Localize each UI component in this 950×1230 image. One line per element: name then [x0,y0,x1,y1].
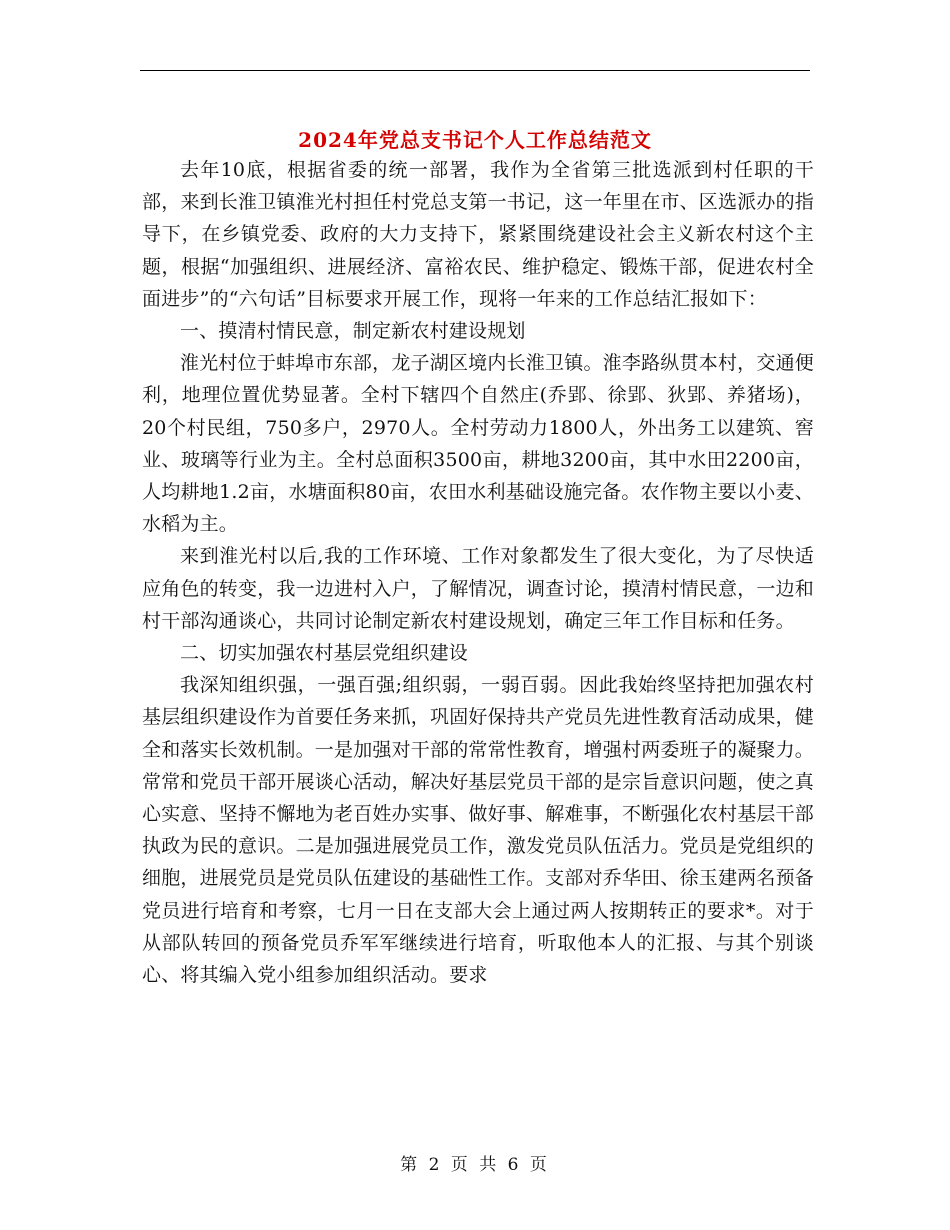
header-rule [140,70,810,71]
paragraph-village-overview: 淮光村位于蚌埠市东部，龙子湖区境内长淮卫镇。淮李路纵贯本村，交通便利，地理位置优势显著。全村下辖四个自然庄(乔郢、徐郢、狄郢、养猪场)，20个村民组，750多户，2970人。全村劳动力1800人，外出务工以建筑、窖业、玻璃等行业为主。全村总面积3500亩，耕地3200亩，其中水田2200亩，人均耕地1.2亩，水塘面积80亩，农田水利基础设施完备。农作物主要以小麦、水稻为主。 [142,352,814,536]
section-heading-2: 二、切实加强农村基层党组织建设 [180,642,469,665]
page-number-footer: 第 2 页 共 6 页 [400,1155,550,1175]
document-title: 2024年党总支书记个人工作总结范文 [298,128,652,153]
paragraph-party-building: 我深知组织强，一强百强;组织弱，一弱百弱。因此我始终坚持把加强农村基层组织建设作为首要任务来抓，巩固好保持共产党员先进性教育活动成果，健全和落实长效机制。一是加强对干部的常常性教育，增强村两委班子的凝聚力。常常和党员干部开展谈心活动，解决好基层党员干部的是宗旨意识问题，使之真心实意、坚持不懈地为老百姓办实事、做好事、解难事，不断强化农村基层干部执政为民的意识。二是加强进展党员工作，激发党员队伍活力。党员是党组织的细胞，进展党员是党员队伍建设的基础性工作。支部对乔华田、徐玉建两名预备党员进行培育和考察，七月一日在支部大会上通过两人按期转正的要求*。对于从部队转回的预备党员乔军军继续进行培育，听取他本人的汇报、与其个别谈心、将其编入党小组参加组织活动。要求 [142,674,815,987]
paragraph-intro: 去年10底，根据省委的统一部署，我作为全省第三批选派到村任职的干部，来到长淮卫镇淮光村担任村党总支第一书记，这一年里在市、区选派办的指导下，在乡镇党委、政府的大力支持下，紧紧围绕建设社会主义新农村这个主题，根据“加强组织、进展经济、富裕农民、维护稳定、锻炼干部，促进农村全面进步”的“六句话”目标要求开展工作，现将一年来的工作总结汇报如下： [142,159,815,310]
paragraph-planning: 来到淮光村以后,我的工作环境、工作对象都发生了很大变化，为了尽快适应角色的转变，我一边进村入户，了解情况，调查讨论，摸清村情民意，一边和村干部沟通谈心，共同讨论制定新农村建设规划，确定三年工作目标和任务。 [142,545,815,632]
section-heading-1: 一、摸清村情民意，制定新农村建设规划 [180,320,526,343]
document-body [142,154,814,991]
